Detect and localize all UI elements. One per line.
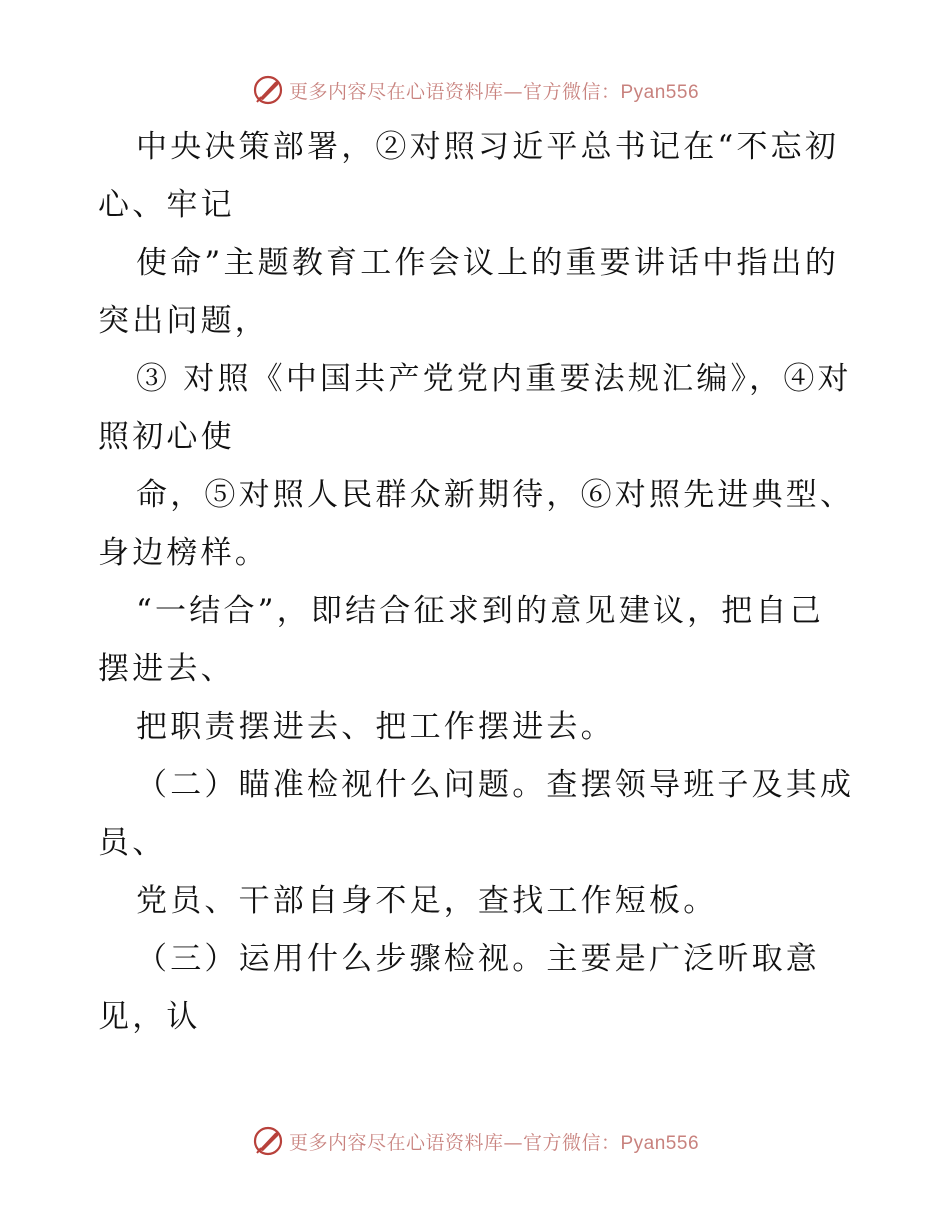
paragraph: 使命”主题教育工作会议上的重要讲话中指出的突出问题， xyxy=(98,245,840,339)
watermark-text: 更多内容尽在心语资料库—官方微信：Pyan556 xyxy=(288,80,700,103)
wechat-id: Pyan556 xyxy=(620,1132,700,1154)
paragraph: （三）运用什么步骤检视。主要是广泛听取意见，认 xyxy=(98,941,820,1035)
header-watermark xyxy=(0,70,950,110)
paragraph: ③ 对照《中国共产党党内重要法规汇编》，④对照初心使 xyxy=(98,361,852,455)
paragraph: 党员、干部自身不足，查找工作短板。 xyxy=(136,883,718,919)
wechat-id: Pyan556 xyxy=(620,81,700,103)
watermark-text: 更多内容尽在心语资料库—官方微信：Pyan556 xyxy=(288,1131,700,1154)
paragraph: （二）瞄准检视什么问题。查摆领导班子及其成员、 xyxy=(98,767,855,861)
paragraph: “一结合”，即结合征求到的意见建议，把自己摆进去、 xyxy=(98,593,824,687)
paragraph: 把职责摆进去、把工作摆进去。 xyxy=(136,709,615,745)
quill-logo-icon xyxy=(251,73,285,107)
document-body xyxy=(98,118,858,1046)
paragraph: 命，⑤对照人民群众新期待，⑥对照先进典型、身边榜样。 xyxy=(98,477,855,571)
footer-watermark xyxy=(0,1121,950,1161)
paragraph: 中央决策部署，②对照习近平总书记在“不忘初心、牢记 xyxy=(98,129,840,223)
quill-logo-icon xyxy=(251,1124,285,1158)
